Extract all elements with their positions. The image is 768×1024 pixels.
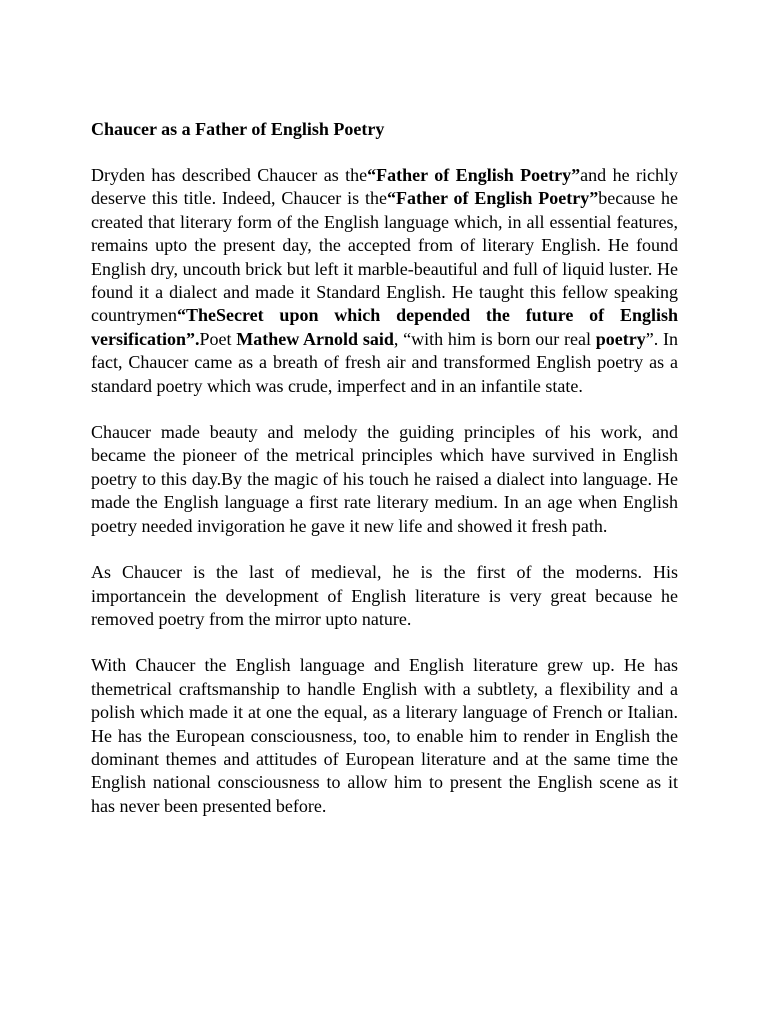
paragraph-text: Dryden has described Chaucer as the bbox=[91, 165, 368, 185]
bold-text: “Father of English Poetry” bbox=[387, 188, 599, 209]
paragraph-4 bbox=[91, 654, 678, 818]
document-page bbox=[91, 117, 678, 818]
paragraph-text: and he richly deserve this title. Indeed, Chaucer is the bbox=[91, 165, 678, 209]
paragraph-text: As Chaucer is the last of medieval, he is the first of the moderns. His importancein the development of English literature is very great because he removed poetry from the mirror upto nature. bbox=[91, 562, 678, 629]
paragraph-2 bbox=[91, 421, 678, 538]
paragraph-text: Poet bbox=[199, 328, 237, 349]
paragraph-3 bbox=[91, 561, 678, 631]
bold-text: poetry bbox=[595, 328, 646, 349]
bold-text: “TheSecret upon which depended the future of English versification”. bbox=[91, 305, 678, 349]
paragraph-text: ”. In fact, Chaucer came as a breath of fresh air and transformed English poetry as a standard poetry which was crude, imperfect and in an infantile state. bbox=[91, 328, 678, 396]
paragraph-1 bbox=[91, 164, 678, 398]
bold-text: Mathew Arnold said bbox=[236, 328, 394, 349]
paragraph-text: Chaucer made beauty and melody the guiding principles of his work, and became the pioneer of the metrical principles which have survived in English poetry to this day.By the magic of his touch he raised a dialect into language. He made the English language a first rate literary medium. In an age when English poetry needed invigoration he gave it new life and showed it fresh path. bbox=[91, 422, 678, 536]
paragraph-text: because he created that literary form of the English language which, in all essential features, remains upto the present day, the accepted from of literary English. He found English dry, uncouth brick but left it marble-beautiful and full of liquid luster. He found it a dialect and made it Standard English. He taught this fellow speaking countrymen bbox=[91, 188, 679, 326]
paragraph-text: With Chaucer the English language and English literature grew up. He has themetrical craftsmanship to handle English with a subtlety, a flexibility and a polish which made it at one the equal, as a literary language of French or Italian. He has the European consciousness, too, to enable him to render in English the dominant themes and attitudes of European literature and at the same time the English national consciousness to allow him to present the English scene as it has never been presented before. bbox=[91, 655, 678, 816]
paragraph-text: , “with him is born our real bbox=[393, 328, 596, 349]
document-title: Chaucer as a Father of English Poetry bbox=[91, 119, 385, 139]
bold-text: “Father of English Poetry” bbox=[367, 165, 581, 185]
